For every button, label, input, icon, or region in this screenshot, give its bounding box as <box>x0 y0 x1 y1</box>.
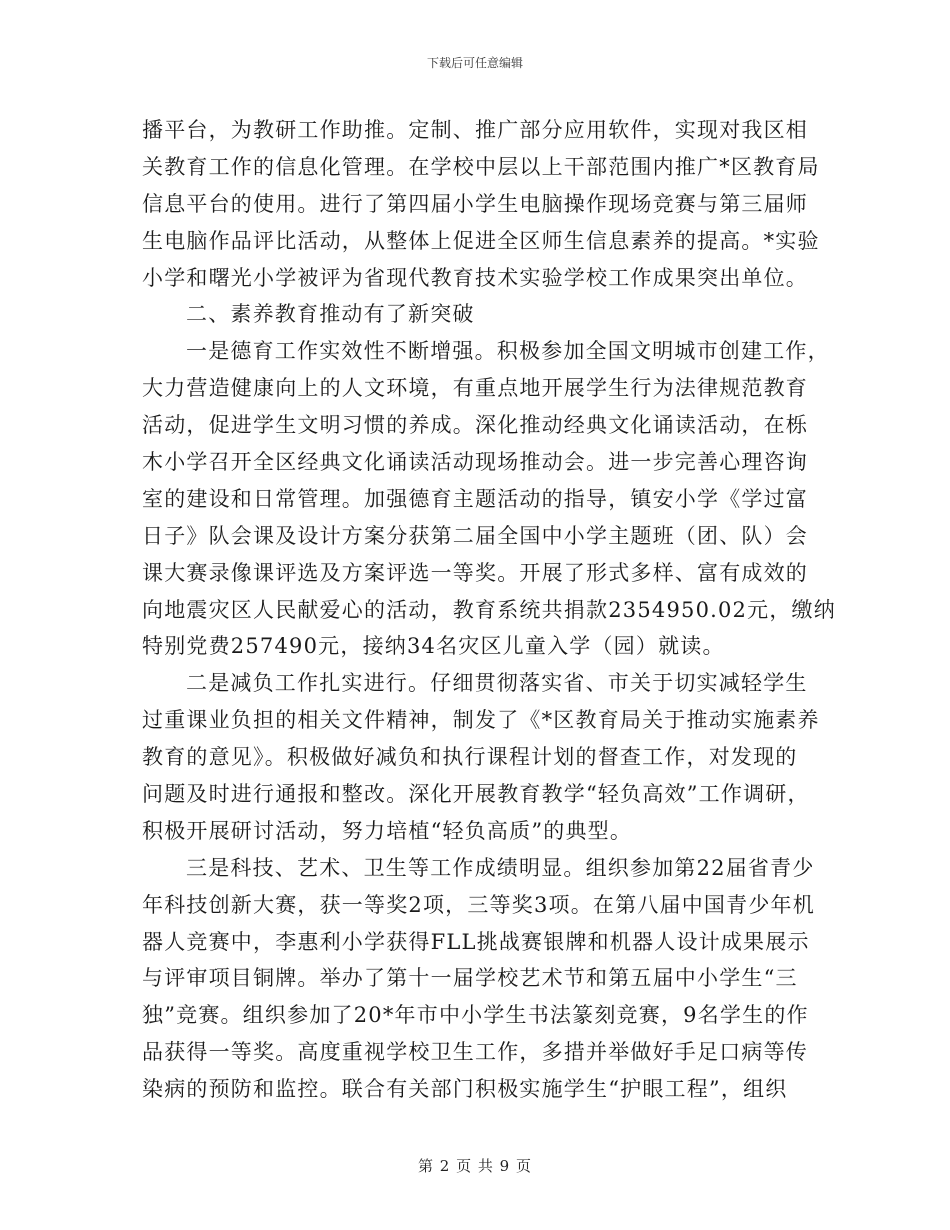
text-line: 器人竞赛中，李惠利小学获得FLL挑战赛银牌和机器人设计成果展示 <box>142 929 810 954</box>
text-line: 特别党费257490元，接纳34名灾区儿童入学（园）就读。 <box>142 634 725 659</box>
page-header: 下载后可任意编辑 <box>426 56 523 70</box>
text-line: 过重课业负担的相关文件精神，制发了《*区教育局关于推动实施素养 <box>142 708 820 733</box>
text-line: 信息平台的使用。进行了第四届小学生电脑操作现场竞赛与第三届师 <box>142 191 808 216</box>
text-line: 独”竞赛。组织参加了20*年市中小学生书法篆刻竞赛，9名学生的作 <box>142 1003 809 1028</box>
text-line: 与评审项目铜牌。举办了第十一届学校艺术节和第五届中小学生“三 <box>142 966 798 991</box>
text-line: 年科技创新大赛，获一等奖2项，三等奖3项。在第八届中国青少年机 <box>142 892 815 917</box>
paragraph-start: 一是德育工作实效性不断增强。积极参加全国文明城市创建工作， <box>186 339 830 364</box>
document-body <box>142 112 836 1108</box>
text-line: 日子》队会课及设计方案分获第二届全国中小学主题班（团、队）会 <box>142 523 808 548</box>
text-line: 大力营造健康向上的人文环境，有重点地开展学生行为法律规范教育 <box>142 376 808 401</box>
paragraph-start: 三是科技、艺术、卫生等工作成绩明显。组织参加第22届省青少 <box>186 855 815 880</box>
page-number: 第 2 页 共 9 页 <box>418 1157 532 1175</box>
text-line: 品获得一等奖。高度重视学校卫生工作，多措并举做好手足口病等传 <box>142 1040 808 1065</box>
text-line: 教育的意见》。积极做好减负和执行课程计划的督查工作，对发现的 <box>142 745 798 770</box>
text-line: 染病的预防和监控。联合有关部门积极实施学生“护眼工程”，组织 <box>142 1077 788 1102</box>
text-line: 课大赛录像课评选及方案评选一等奖。开展了形式多样、富有成效的 <box>142 560 808 585</box>
text-line: 积极开展研讨活动，努力培植“轻负高质”的典型。 <box>142 818 633 843</box>
paragraph-start: 二是减负工作扎实进行。仔细贯彻落实省、市关于切实减轻学生 <box>186 671 808 696</box>
text-line: 播平台，为教研工作助推。定制、推广部分应用软件，实现对我区相 <box>142 118 808 142</box>
text-line: 关教育工作的信息化管理。在学校中层以上干部范围内推广*区教育局 <box>142 154 820 179</box>
text-line: 生电脑作品评比活动，从整体上促进全区师生信息素养的提高。*实验 <box>142 228 820 253</box>
text-line: 向地震灾区人民献爱心的活动，教育系统共捐款2354950.02元，缴纳 <box>142 597 836 622</box>
text-line: 小学和曙光小学被评为省现代教育技术实验学校工作成果突出单位。 <box>142 265 808 290</box>
text-line: 木小学召开全区经典文化诵读活动现场推动会。进一步完善心理咨询 <box>142 450 808 475</box>
text-line: 室的建设和日常管理。加强德育主题活动的指导，镇安小学《学过富 <box>142 486 808 511</box>
section-heading: 二、素养教育推动有了新突破 <box>186 302 475 327</box>
text-line: 活动，促进学生文明习惯的养成。深化推动经典文化诵读活动，在栎 <box>142 413 808 438</box>
text-line: 问题及时进行通报和整改。深化开展教育教学“轻负高效”工作调研， <box>142 782 810 807</box>
